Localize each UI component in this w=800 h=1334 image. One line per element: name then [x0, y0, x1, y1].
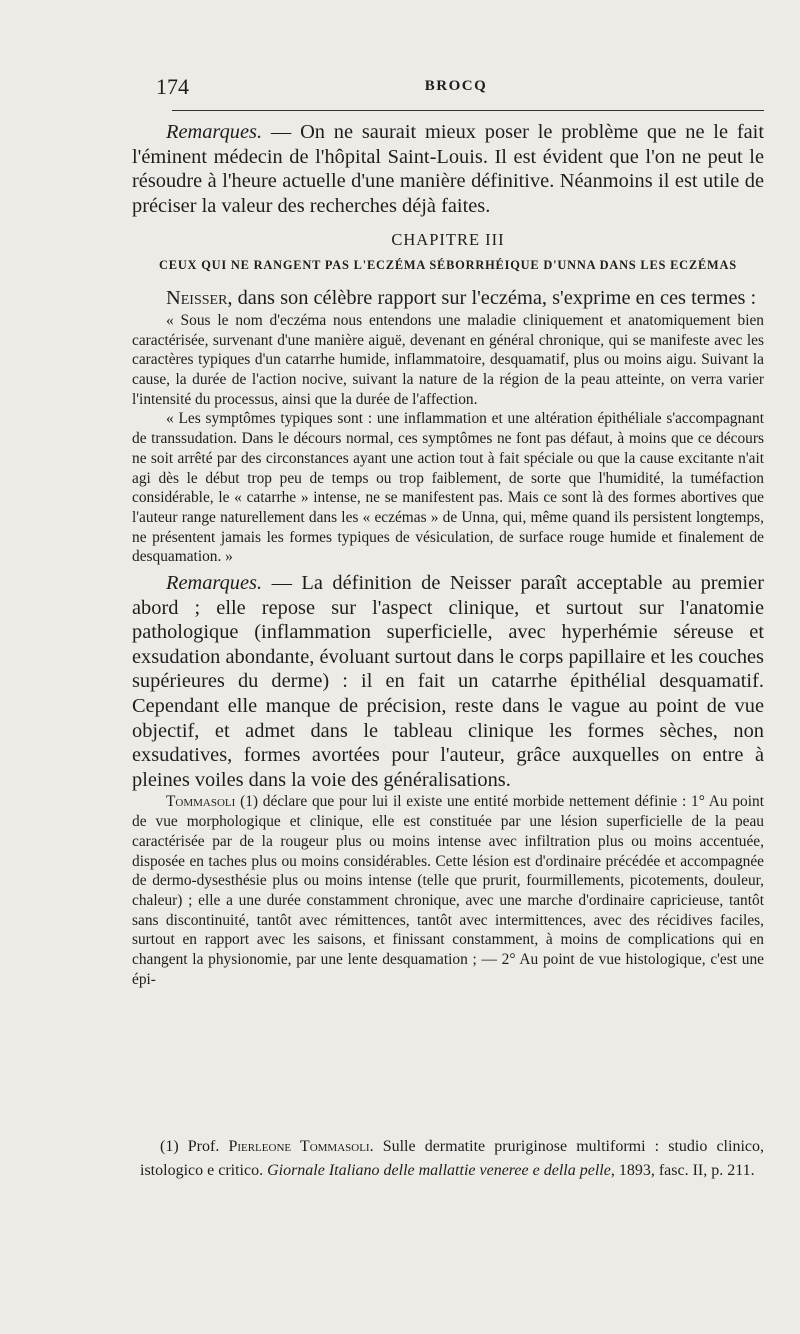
neisser-paragraph — [132, 286, 764, 311]
tommasoli-text: (1) déclare que pour lui il existe une entité morbide nettement définie : 1° Au point de vue morphologique et clinique, elle est constituée par une lésion superficielle de la peau caractérisée par de la rougeur plus ou moins intense avec infiltration plus ou moins accentuée, disposée en taches plus ou moins considérables. Cette lésion est d'ordinaire précédée et accompagnée de dermo-dysesthésie plus ou moins intense (telle que prurit, fourmillements, picotements, douleur, chaleur) ; elle a une durée constamment chronique, avec une marche d'ordinaire capricieuse, tantôt sans discontinuité, tantôt avec rémittences, tantôt avec intermittences, avec des récidives faciles, surtout en rapport avec les saisons, et finissant constamment, à moins de complications qui en changent la physionomie, par une lente desquamation ; — 2° Au point de vue histologique, c'est une épi- — [132, 793, 764, 988]
intro-text: — On ne saurait mieux poser le problème que ne le fait l'éminent médecin de l'hôpital Saint-Louis. Il est évident que l'on ne peut le résoudre à l'heure actuelle d'une manière définitive. Néanmoins il est utile de préciser la valeur des recherches déjà faites. — [132, 121, 764, 217]
header-rule — [172, 110, 764, 111]
chapter-title: CHAPITRE III — [391, 230, 505, 250]
neisser-name: Neisser — [166, 287, 228, 310]
quote-paragraph-2: « Les symptômes typiques sont : une inflammation et une altération épithéliale s'accompagnant de transsudation. Dans le décours normal, ces symptômes ne font pas défaut, à moins que ce décours ne soit arrêté par des circonstances ayant une action tout à fait spéciale ou que la cause excitante n'ait agi dès le début trop peu de temps ou trop faiblement, de sorte que l'humidité, la tuméfaction considérable, le « catarrhe » intense, ne se manifestent pas. Mais ce sont là des formes abortives que l'auteur range naturellement dans les « eczémas » de Unna, qui, même quand ils persistent longtemps, ne présentent jamais les formes typiques de vésiculation, de surface rouge humide et finalement de desquamation. » — [132, 410, 764, 566]
tommasoli-name: Tommasoli — [166, 793, 236, 811]
footnote-journal: Giornale Italiano delle mallattie veneree e della pelle — [267, 1162, 611, 1179]
running-title: BROCQ — [424, 78, 488, 94]
page-header — [148, 70, 764, 106]
page-number: 174 — [156, 74, 189, 99]
body-text — [132, 120, 764, 989]
intro-paragraph — [132, 120, 764, 218]
remark-paragraph — [132, 571, 764, 792]
footnote — [140, 1135, 764, 1183]
remark-label: Remarques. — [166, 572, 263, 595]
footnote-tail: , 1893, fasc. II, p. 211. — [610, 1162, 755, 1179]
quote-paragraph-1: « Sous le nom d'eczéma nous entendons une maladie cliniquement et anatomiquement bien caractérisée, survenant d'une manière aiguë, devenant en général chronique, qui se manifeste avec les caractères typiques d'un catarrhe humide, inflammatoire, desquamatif, plus ou moins aigu. Suivant la cause, la durée de l'action nocive, suivant la nature de la région de la peau atteinte, on verra varier l'intensité du processus, ainsi que la durée de l'affection. — [132, 311, 764, 408]
footnote-text — [140, 1135, 764, 1183]
intro-label: Remarques. — [166, 121, 263, 143]
footnote-prefix: (1) Prof. — [160, 1138, 229, 1155]
remark-text: — La définition de Neisser paraît acceptable au premier abord ; elle repose sur l'aspect clinique, et surtout sur l'anatomie pathologique (inflammation superficielle, avec hyperhémie séreuse et exsudation abondante, évoluant surtout dans le corps papillaire et les couches supérieures du derme) : il en fait un catarrhe épithélial desquamatif. Cependant elle manque de précision, reste dans le vague au point de vue objectif, et admet dans le tableau clinique les formes sèches, non exsudatives, formes avortées pour l'auteur, grâce auxquelles on entre à pleines voiles dans la voie des généralisations. — [132, 572, 764, 791]
footnote-body: . Sulle dermatite pruriginose multiformi : studio clinico, istologico e critico. — [140, 1138, 764, 1179]
tommasoli-paragraph — [132, 792, 764, 989]
neisser-text: , dans son célèbre rapport sur l'eczéma, s'exprime en ces termes : — [227, 287, 757, 310]
chapter-subtitle: CEUX QUI NE RANGENT PAS L'ECZÉMA SÉBORRHÉIQUE D'UNNA DANS LES ECZÉMAS — [159, 258, 737, 273]
footnote-author: Pierleone Tommasoli — [228, 1138, 370, 1155]
